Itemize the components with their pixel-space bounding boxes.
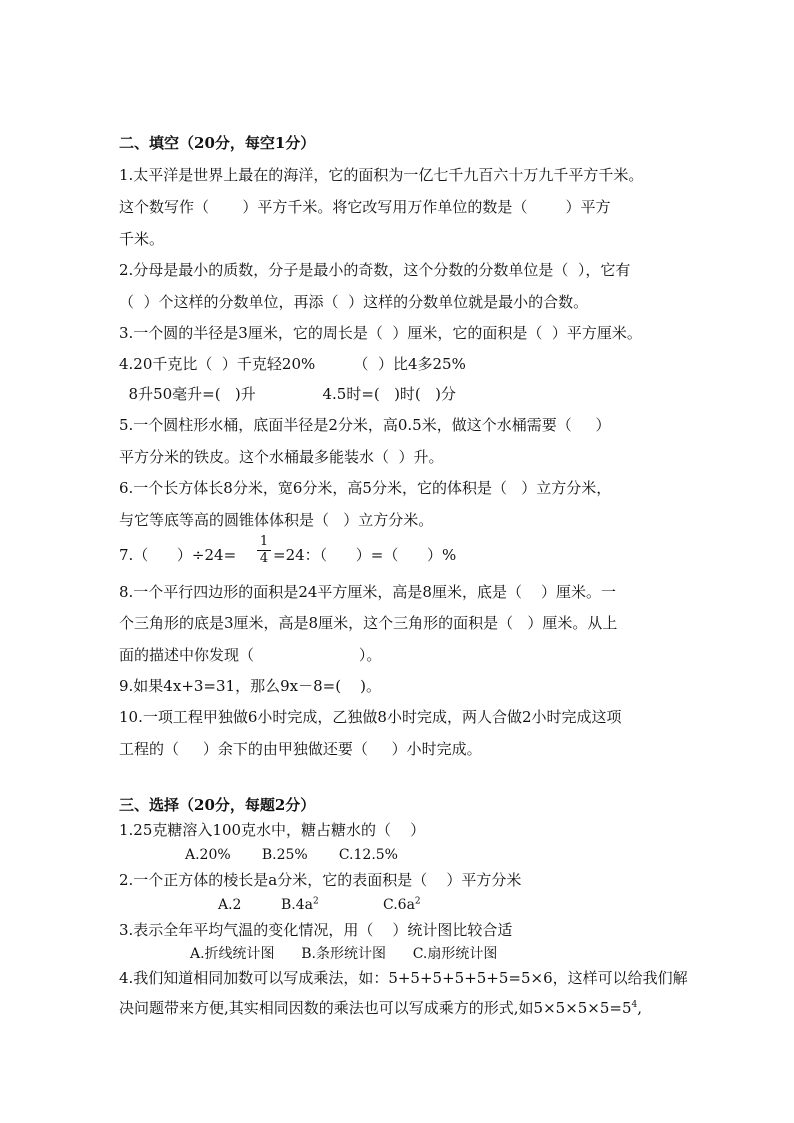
q5-line2: 平方分米的铁皮。这个水桶最多能装水（ ）升。	[119, 448, 444, 466]
q7-fraction	[257, 535, 271, 566]
q8-line2: 个三角形的底是3厘米，高是8厘米，这个三角形的面积是（ ）厘米。从上	[119, 614, 618, 632]
q10-line1: 10.一项工程甲独做6小时完成，乙独做8小时完成，两人合做2小时完成这项	[119, 708, 622, 726]
section3-title: 三、选择（20分，每题2分）	[119, 796, 316, 814]
q3-line: 3.一个圆的半径是3厘米，它的周长是（ ）厘米，它的面积是（ ）平方厘米。	[119, 324, 642, 342]
s3-q4-line1: 4.我们知道相同加数可以写成乘法，如：5+5+5+5+5+5=5×6，这样可以给我们解	[119, 969, 688, 987]
s3-q2-option-a: A.2	[218, 897, 242, 913]
q5-line1: 5.一个圆柱形水桶，底面半径是2分米，高0.5米，做这个水桶需要（ ）	[119, 416, 611, 434]
s3-q4-line2-end: ,	[637, 999, 643, 1017]
s3-q4-line2	[119, 998, 642, 1018]
q7-post: =24：（ ）=（ ）%	[273, 546, 457, 564]
superscript: 2	[414, 896, 421, 907]
s3-q3-stem: 3.表示全年平均气温的变化情况，用（ ）统计图比较合适	[119, 921, 513, 939]
s3-q2-option-b	[281, 895, 319, 915]
q1-line2: 这个数写作（ ）平方千米。将它改写用万作单位的数是（ ）平方	[119, 198, 611, 216]
q2-line1: 2.分母是最小的质数，分子是最小的奇数，这个分数的分数单位是（ ），它有	[119, 261, 631, 279]
q7-pre: 7.（ ）÷24=	[119, 546, 237, 564]
s3-q3-options: A.折线统计图 B.条形统计图 C.扇形统计图	[190, 946, 498, 962]
q1-line3: 千米。	[119, 230, 165, 248]
q6-line2: 与它等底等高的圆锥体体积是（ ）立方分米。	[119, 511, 434, 529]
q10-line2: 工程的（ ）余下的由甲独做还要（ ）小时完成。	[119, 740, 482, 758]
s3-q2-option-b-text: B.4a	[281, 897, 313, 913]
superscript: 4	[631, 1000, 638, 1010]
q1-line1: 1.太平洋是世界上最在的海洋，它的面积为一亿七千九百六十万九千平方千米。	[119, 166, 644, 184]
superscript: 2	[313, 896, 319, 907]
s3-q2-stem: 2.一个正方体的棱长是a分米，它的表面积是（ ）平方分米	[119, 871, 522, 889]
q8-line1: 8.一个平行四边形的面积是24平方厘米，高是8厘米，底是（ ）厘米。一	[119, 583, 617, 601]
s3-q2-option-c	[383, 895, 421, 915]
q4-line1: 4.20千克比（ ）千克轻20% （ ）比4多25%	[119, 355, 466, 373]
q7-frac-denominator: 4	[259, 551, 269, 566]
s3-q1-options: A.20% B.25% C.12.5%	[185, 847, 398, 863]
q8-line3: 面的描述中你发现（ ）。	[119, 646, 382, 664]
section2-title: 二、填空（20分，每空1分）	[119, 134, 316, 152]
s3-q2-option-c-text: C.6a	[383, 897, 415, 913]
q7-frac-numerator: 1	[259, 534, 269, 549]
q9-line: 9.如果4x+3=31，那么9x－8=( )。	[119, 677, 381, 695]
q2-line2: （ ）个这样的分数单位，再添（ ）这样的分数单位就是最小的合数。	[119, 293, 589, 311]
s3-q1-stem: 1.25克糖溶入100克水中，糖占糖水的（ ）	[119, 821, 426, 839]
q4-line2: 8升50毫升=( )升 4.5时=( )时( )分	[119, 385, 456, 403]
q6-line1: 6.一个长方体长8分米，宽6分米，高5分米，它的体积是（ ）立方分米，	[119, 479, 612, 497]
s3-q4-line2-text: 决问题带来方便,其实相同因数的乘法也可以写成乘方的形式,如5×5×5×5=5	[119, 999, 632, 1017]
